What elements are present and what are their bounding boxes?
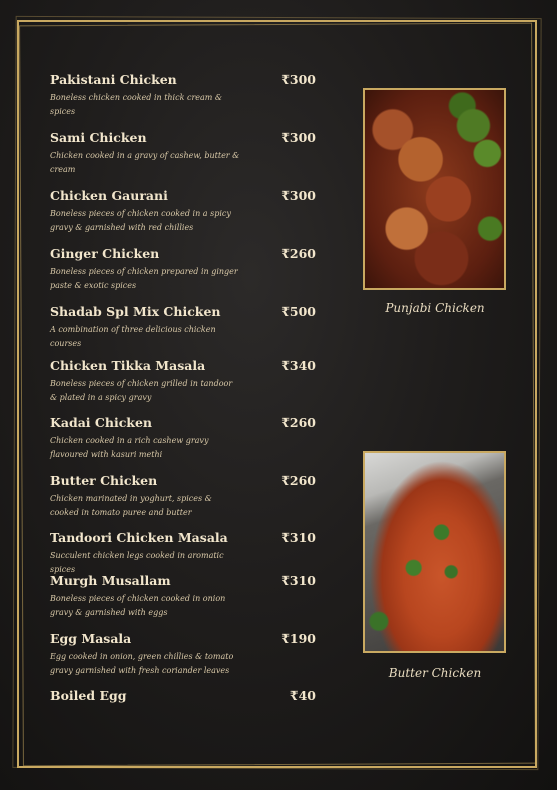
item-price: ₹190: [281, 631, 316, 646]
item-description: Boneless chicken cooked in thick cream & spices: [50, 93, 223, 116]
item-description: Boneless pieces of chicken cooked in a spicy gravy & garnished with red chillies: [50, 209, 231, 232]
item-name: Chicken Gaurani: [50, 188, 168, 203]
item-price: ₹310: [281, 530, 316, 545]
item-description: Boneless pieces of chicken grilled in tandoor & plated in a spicy gravy: [50, 379, 233, 402]
item-name: Egg Masala: [50, 631, 132, 646]
item-name: Chicken Tikka Masala: [50, 358, 206, 373]
item-price: ₹310: [281, 573, 316, 588]
item-description: Chicken marinated in yoghurt, spices & cooked in tomato puree and butter: [50, 494, 212, 517]
butter-chicken-photo: [363, 451, 506, 653]
item-price: ₹260: [281, 415, 316, 430]
item-price: ₹300: [281, 72, 316, 87]
photo-caption: Punjabi Chicken: [385, 301, 485, 315]
item-description: A combination of three delicious chicken courses: [50, 325, 216, 348]
item-price: ₹500: [281, 304, 316, 319]
item-name: Murgh Musallam: [50, 573, 171, 588]
item-price: ₹260: [281, 473, 316, 488]
punjabi-chicken-photo: [363, 88, 506, 290]
item-description: Egg cooked in onion, green chillies & tomato gravy garnished with fresh coriander leaves: [50, 652, 234, 675]
item-description: Chicken cooked in a gravy of cashew, butter & cream: [50, 151, 240, 174]
item-description: Boneless pieces of chicken prepared in ginger paste & exotic spices: [50, 267, 238, 290]
item-name: Pakistani Chicken: [50, 72, 177, 87]
item-description: Chicken cooked in a rich cashew gravy flavoured with kasuri methi: [50, 436, 209, 459]
item-name: Ginger Chicken: [50, 246, 160, 261]
item-name: Butter Chicken: [50, 473, 158, 488]
item-price: ₹40: [289, 688, 316, 703]
item-description: Boneless pieces of chicken cooked in onion gravy & garnished with eggs: [50, 594, 226, 617]
item-name: Shadab Spl Mix Chicken: [50, 304, 221, 319]
item-price: ₹300: [281, 188, 316, 203]
item-price: ₹260: [281, 246, 316, 261]
photo-caption: Butter Chicken: [388, 666, 482, 680]
item-description: Succulent chicken legs cooked in aromatic spices: [50, 551, 224, 574]
item-name: Kadai Chicken: [50, 415, 153, 430]
item-price: ₹340: [281, 358, 316, 373]
item-name: Tandoori Chicken Masala: [50, 530, 228, 545]
item-price: ₹300: [281, 130, 316, 145]
item-name: Sami Chicken: [50, 130, 147, 145]
item-name: Boiled Egg: [50, 688, 127, 703]
